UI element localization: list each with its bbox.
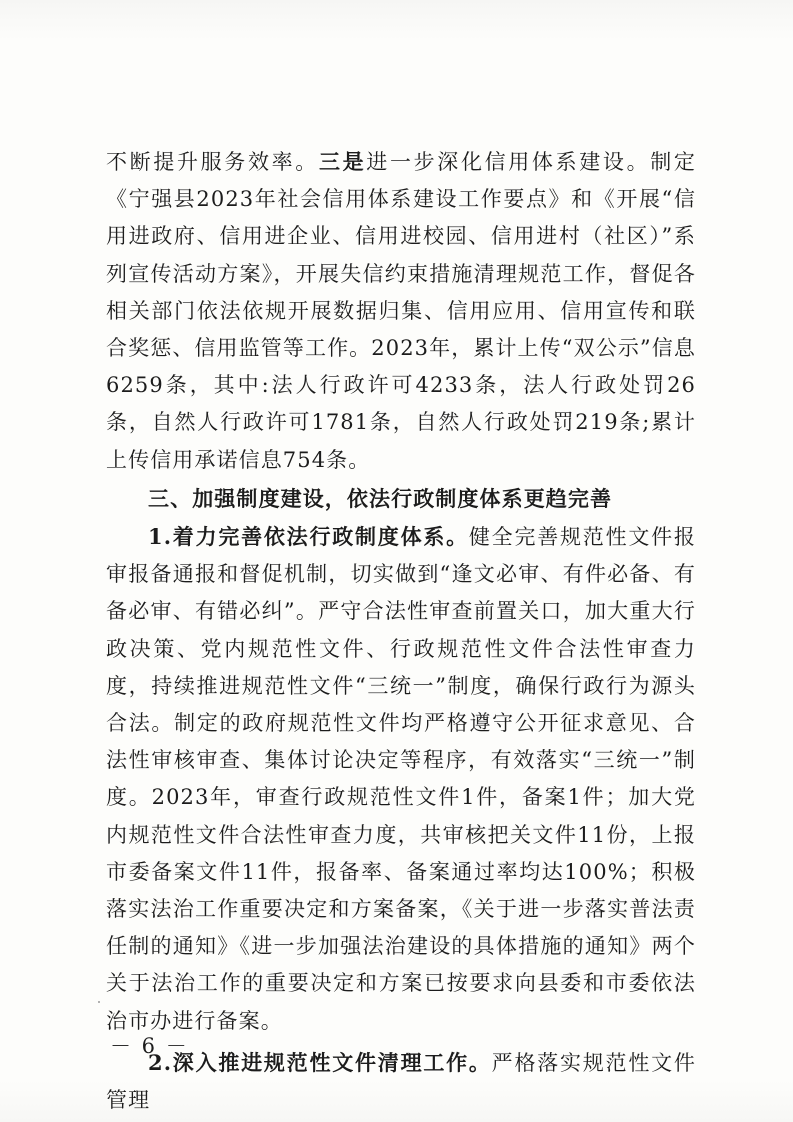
paragraph-institution-system [106, 518, 696, 1040]
paragraph-lead: 三是 [318, 149, 367, 174]
paragraph-lead: 1.着力完善依法行政制度体系。 [148, 524, 469, 550]
paragraph-text: 严格落实规范性文件管理 [106, 1050, 696, 1113]
page-number: － 6 － [110, 1034, 189, 1058]
document-body [106, 143, 696, 1119]
scan-speck [98, 1001, 100, 1003]
paragraph-document-cleanup [106, 1044, 696, 1119]
paragraph-text: 不断提升服务效率。 [106, 150, 319, 174]
paragraph-text: 健全完善规范性文件报审报备通报和督促机制，切实做到“逢文必审、有件必备、有备必审、有错必纠”。严守合法性审查前置关口，加大重大行政决策、党内规范性文件、行政规范性文件合法性审查力度，持续推进规范性文件“三统一”制度，确保行政行为源头合法。制定的政府规范性文件均严格遵守公开征求意见、合法性审核审查、集体讨论决定等程序，有效落实“三统一”制度。2023年，审查行政规范性文件1件，备案1件；加大党内规范性文件合法性审查力度，共审核把关文件11份，上报市委备案文件11件，报备率、备案通过率均达100%；积极落实法治工作重要决定和方案备案，《关于进一步落实普法责任制的通知》《进一步加强法治建设的具体措施的通知》两个关于法治工作的重要决定和方案已按要求向县委和市委依法治市办进行备案。 [106, 525, 697, 1033]
paragraph-credit-system [106, 143, 696, 479]
section-heading-3: 三、加强制度建设，依法行政制度体系更趋完善 [148, 486, 613, 511]
paragraph-lead: 2.深入推进规范性文件清理工作。 [148, 1049, 492, 1075]
paragraph-text: 进一步深化信用体系建设。制定《宁强县2023年社会信用体系建设工作要点》和《开展“信用进政府、信用进企业、信用进校园、信用进村（社区）”系列宣传活动方案》，开展失信约束措施清理规范工作，督促各相关部门依法依规开展数据归集、信用应用、信用宣传和联合奖惩、信用监管等工作。2023年，累计上传“双公示”信息6259条，其中:法人行政许可4233条，法人行政处罚26条，自然人行政许可1781条，自然人行政处罚219条;累计上传信用承诺信息754条。 [106, 150, 696, 472]
